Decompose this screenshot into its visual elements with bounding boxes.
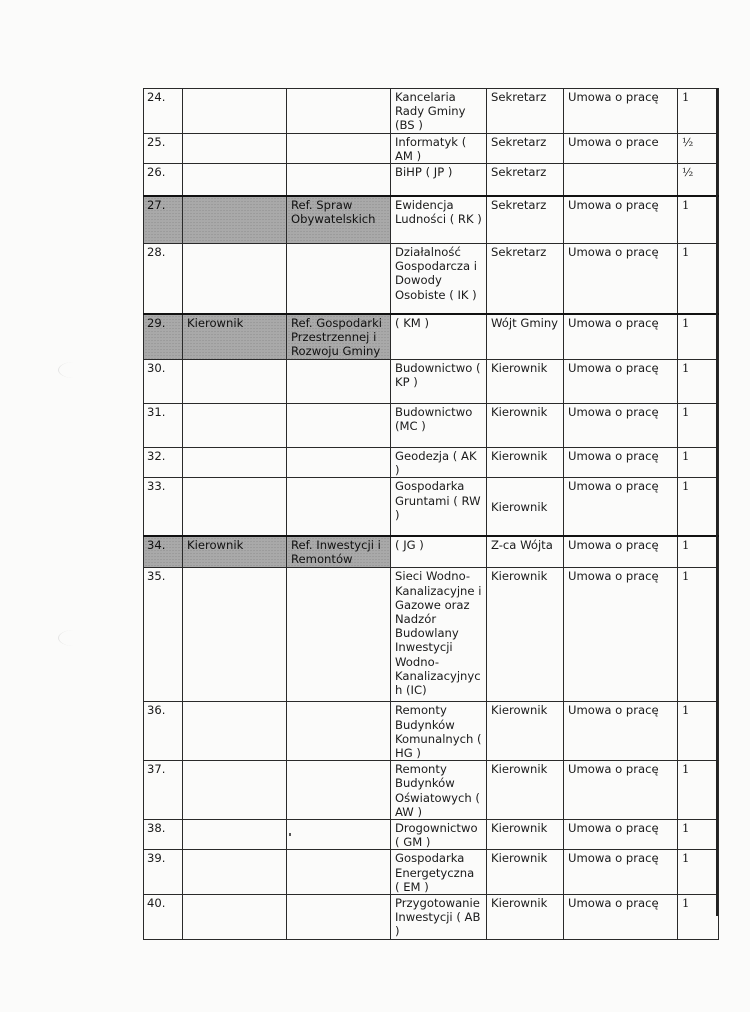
position-title-cell [183, 478, 287, 536]
fte-count-cell: 1 [678, 196, 719, 244]
superior-cell: Kierownik [487, 820, 564, 850]
table-row [144, 568, 719, 702]
table-row [144, 404, 719, 448]
department-name-cell [287, 360, 391, 404]
fte-count-cell: 1 [678, 89, 719, 134]
row-number-cell: 35. [144, 568, 183, 702]
superior-cell: Kierownik [487, 761, 564, 820]
post-name-cell: Budownictwo (MC ) [391, 404, 487, 448]
department-name-cell [287, 133, 391, 163]
contract-type-cell: Umowa o pracę [564, 895, 678, 940]
post-name-cell: Remonty Budynków Oświatowych ( AW ) [391, 761, 487, 820]
fte-count-cell: ½ [678, 133, 719, 163]
position-title-cell [183, 850, 287, 895]
department-name-cell [287, 448, 391, 478]
superior-cell: Sekretarz [487, 133, 564, 163]
table-row [144, 702, 719, 761]
fte-count-cell: 1 [678, 568, 719, 702]
post-name-cell: Drogownictwo ( GM ) [391, 820, 487, 850]
row-number-cell: 36. [144, 702, 183, 761]
department-name-cell [287, 702, 391, 761]
post-name-cell: Sieci Wodno-Kanalizacyjne i Gazowe oraz Nadzór Budowlany Inwestycji Wodno-Kanalizacyjnych (IC) [391, 568, 487, 702]
row-number-cell: 31. [144, 404, 183, 448]
contract-type-cell: Umowa o pracę [564, 244, 678, 314]
contract-type-cell: Umowa o pracę [564, 89, 678, 134]
scan-mark [58, 362, 89, 378]
superior-cell: Kierownik [487, 568, 564, 702]
position-title-cell [183, 89, 287, 134]
contract-type-cell: Umowa o pracę [564, 568, 678, 702]
post-name-cell: Przygotowanie Inwestycji ( AB ) [391, 895, 487, 940]
department-name-cell [287, 850, 391, 895]
department-name-cell: Ref. Inwestycji i Remontów [287, 536, 391, 568]
row-number-cell: 34. [144, 536, 183, 568]
superior-cell: Kierownik [487, 478, 564, 536]
row-number-cell: 33. [144, 478, 183, 536]
post-name-cell: Ewidencja Ludności ( RK ) [391, 196, 487, 244]
contract-type-cell: Umowa o pracę [564, 761, 678, 820]
fte-count-cell: 1 [678, 244, 719, 314]
department-name-cell [287, 568, 391, 702]
fte-count-cell: 1 [678, 448, 719, 478]
department-name-cell [287, 89, 391, 134]
position-title-cell [183, 360, 287, 404]
post-name-cell: Kancelaria Rady Gminy (BS ) [391, 89, 487, 134]
post-name-cell: Gospodarka Gruntami ( RW ) [391, 478, 487, 536]
superior-cell: Sekretarz [487, 244, 564, 314]
position-title-cell [183, 164, 287, 196]
fte-count-cell: 1 [678, 850, 719, 895]
row-number-cell: 30. [144, 360, 183, 404]
superior-cell: Sekretarz [487, 164, 564, 196]
table-row [144, 164, 719, 196]
department-name-cell: Ref. Gospodarki Przestrzennej i Rozwoju Gminy [287, 314, 391, 360]
post-name-cell: Geodezja ( AK ) [391, 448, 487, 478]
post-name-cell: Działalność Gospodarcza i Dowody Osobiste ( IK ) [391, 244, 487, 314]
table-row [144, 478, 719, 536]
contract-type-cell: Umowa o pracę [564, 702, 678, 761]
post-name-cell: BiHP ( JP ) [391, 164, 487, 196]
row-number-cell: 32. [144, 448, 183, 478]
department-name-cell [287, 404, 391, 448]
position-title-cell [183, 133, 287, 163]
table-row [144, 895, 719, 940]
department-name-cell [287, 820, 391, 850]
row-number-cell: 37. [144, 761, 183, 820]
contract-type-cell: Umowa o pracę [564, 536, 678, 568]
superior-cell: Kierownik [487, 895, 564, 940]
superior-cell: Z-ca Wójta [487, 536, 564, 568]
contract-type-cell: Umowa o pracę [564, 196, 678, 244]
row-number-cell: 38. [144, 820, 183, 850]
fte-count-cell: 1 [678, 702, 719, 761]
superior-cell: Kierownik [487, 360, 564, 404]
fte-count-cell: 1 [678, 895, 719, 940]
scan-dot [289, 833, 291, 836]
superior-cell: Kierownik [487, 404, 564, 448]
department-name-cell: Ref. Spraw Obywatelskich [287, 196, 391, 244]
position-title-cell [183, 895, 287, 940]
position-title-cell [183, 568, 287, 702]
row-number-cell: 28. [144, 244, 183, 314]
row-number-cell: 25. [144, 133, 183, 163]
position-title-cell: Kierownik [183, 536, 287, 568]
superior-cell: Wójt Gminy [487, 314, 564, 360]
table-row [144, 196, 719, 244]
position-title-cell [183, 761, 287, 820]
position-title-cell [183, 244, 287, 314]
table-row [144, 133, 719, 163]
position-title-cell [183, 820, 287, 850]
contract-type-cell: Umowa o pracę [564, 850, 678, 895]
department-name-cell [287, 761, 391, 820]
post-name-cell: ( KM ) [391, 314, 487, 360]
fte-count-cell: 1 [678, 478, 719, 536]
position-title-cell: Kierownik [183, 314, 287, 360]
post-name-cell: Gospodarka Energetyczna ( EM ) [391, 850, 487, 895]
fte-count-cell: ½ [678, 164, 719, 196]
contract-type-cell: Umowa o pracę [564, 478, 678, 536]
fte-count-cell: 1 [678, 404, 719, 448]
fte-count-cell: 1 [678, 761, 719, 820]
table-body [144, 89, 719, 940]
table-row [144, 89, 719, 134]
staff-table [143, 88, 719, 940]
row-number-cell: 40. [144, 895, 183, 940]
post-name-cell: Informatyk ( AM ) [391, 133, 487, 163]
department-name-cell [287, 895, 391, 940]
table-row [144, 448, 719, 478]
fte-count-cell: 1 [678, 820, 719, 850]
superior-cell: Sekretarz [487, 196, 564, 244]
scan-mark [58, 630, 89, 646]
table-row [144, 536, 719, 568]
row-number-cell: 29. [144, 314, 183, 360]
table-row [144, 360, 719, 404]
table-row [144, 761, 719, 820]
row-number-cell: 24. [144, 89, 183, 134]
position-title-cell [183, 196, 287, 244]
contract-type-cell: Umowa o pracę [564, 820, 678, 850]
superior-cell: Sekretarz [487, 89, 564, 134]
fte-count-cell: 1 [678, 314, 719, 360]
contract-type-cell [564, 164, 678, 196]
contract-type-cell: Umowa o pracę [564, 314, 678, 360]
position-title-cell [183, 404, 287, 448]
row-number-cell: 26. [144, 164, 183, 196]
fte-count-cell: 1 [678, 360, 719, 404]
contract-type-cell: Umowa o pracę [564, 360, 678, 404]
table-row [144, 820, 719, 850]
position-title-cell [183, 702, 287, 761]
department-name-cell [287, 164, 391, 196]
table-right-border [716, 88, 718, 916]
fte-count-cell: 1 [678, 536, 719, 568]
contract-type-cell: Umowa o pracę [564, 448, 678, 478]
department-name-cell [287, 244, 391, 314]
row-number-cell: 27. [144, 196, 183, 244]
department-name-cell [287, 478, 391, 536]
superior-cell: Kierownik [487, 448, 564, 478]
post-name-cell: Budownictwo ( KP ) [391, 360, 487, 404]
row-number-cell: 39. [144, 850, 183, 895]
contract-type-cell: Umowa o prace [564, 133, 678, 163]
post-name-cell: ( JG ) [391, 536, 487, 568]
table-row [144, 850, 719, 895]
post-name-cell: Remonty Budynków Komunalnych ( HG ) [391, 702, 487, 761]
table-row [144, 244, 719, 314]
contract-type-cell: Umowa o pracę [564, 404, 678, 448]
table-row [144, 314, 719, 360]
superior-cell: Kierownik [487, 702, 564, 761]
superior-cell: Kierownik [487, 850, 564, 895]
position-title-cell [183, 448, 287, 478]
